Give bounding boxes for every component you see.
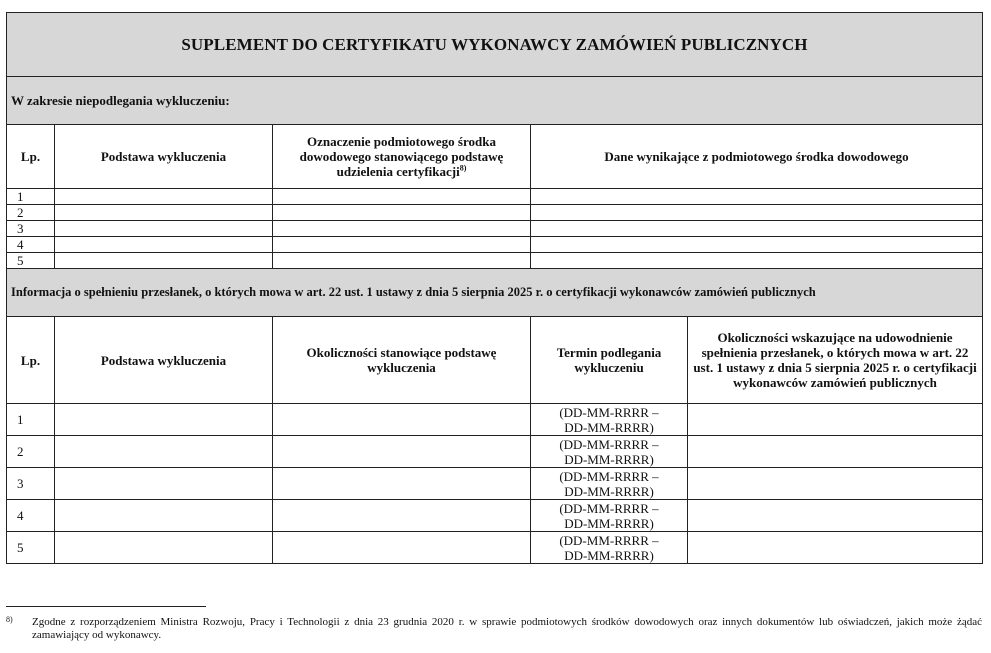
s2-header-lp: Lp. (7, 317, 55, 404)
s1-row-lp: 1 (7, 189, 55, 205)
s1-row-lp: 4 (7, 237, 55, 253)
term-end-placeholder: DD-MM-RRRR) (564, 515, 654, 531)
term-end-placeholder: DD-MM-RRRR) (564, 419, 654, 435)
section-1-heading: W zakresie niepodlegania wykluczeniu: (7, 77, 983, 125)
s2-row-lp: 2 (7, 436, 55, 468)
term-start-placeholder: (DD-MM-RRRR – (559, 532, 659, 548)
term-start-placeholder: (DD-MM-RRRR – (559, 404, 659, 420)
term-start-placeholder: (DD-MM-RRRR – (559, 500, 659, 516)
term-end-placeholder: DD-MM-RRRR) (564, 451, 654, 467)
s2-cell-podstawa[interactable] (55, 500, 273, 532)
s1-header-dane: Dane wynikające z podmiotowego środka dowodowego (531, 125, 983, 189)
term-end-placeholder: DD-MM-RRRR) (564, 547, 654, 563)
table-row (7, 189, 983, 205)
s2-cell-okolicznosci[interactable] (273, 500, 531, 532)
s2-cell-wskazujace[interactable] (688, 468, 983, 500)
s1-row-lp: 5 (7, 253, 55, 269)
term-start-placeholder: (DD-MM-RRRR – (559, 468, 659, 484)
s2-cell-termin[interactable] (531, 404, 688, 436)
s1-header-lp: Lp. (7, 125, 55, 189)
s2-cell-wskazujace[interactable] (688, 436, 983, 468)
s1-cell-podstawa[interactable] (55, 189, 273, 205)
s2-cell-okolicznosci[interactable] (273, 532, 531, 564)
s2-cell-podstawa[interactable] (55, 436, 273, 468)
term-start-placeholder: (DD-MM-RRRR – (559, 436, 659, 452)
s2-cell-termin[interactable] (531, 468, 688, 500)
term-end-placeholder: DD-MM-RRRR) (564, 483, 654, 499)
page-title: SUPLEMENT DO CERTYFIKATU WYKONAWCY ZAMÓWIEŃ PUBLICZNYCH (7, 13, 983, 77)
footnote-mark: 8) (6, 615, 13, 624)
s2-cell-podstawa[interactable] (55, 532, 273, 564)
section-2-heading: Informacja o spełnieniu przesłanek, o których mowa w art. 22 ust. 1 ustawy z dnia 5 sierpnia 2025 r. o certyfikacji wykonawców zamówień publicznych (7, 269, 983, 317)
s1-cell-podstawa[interactable] (55, 205, 273, 221)
s1-cell-oznaczenie[interactable] (273, 221, 531, 237)
s1-cell-oznaczenie[interactable] (273, 237, 531, 253)
s2-cell-okolicznosci[interactable] (273, 404, 531, 436)
s1-cell-podstawa[interactable] (55, 237, 273, 253)
s2-row-lp: 4 (7, 500, 55, 532)
s1-cell-oznaczenie[interactable] (273, 205, 531, 221)
certificate-supplement-form (6, 12, 983, 564)
s1-cell-dane[interactable] (531, 221, 983, 237)
s2-cell-okolicznosci[interactable] (273, 436, 531, 468)
s1-cell-dane[interactable] (531, 237, 983, 253)
s2-cell-termin[interactable] (531, 436, 688, 468)
s1-cell-dane[interactable] (531, 253, 983, 269)
s2-header-okolicznosci: Okoliczności stanowiące podstawę wykluczenia (273, 317, 531, 404)
s2-header-termin: Termin podlegania wykluczeniu (531, 317, 688, 404)
footnote-text: Zgodne z rozporządzeniem Ministra Rozwoju, Pracy i Technologii z dnia 23 grudnia 2020 r. w sprawie podmiotowych środków dowodowych oraz innych dokumentów lub oświadczeń, jakich może żądać zamawiający od wykonawcy. (32, 616, 982, 641)
table-row (7, 532, 983, 564)
s2-cell-podstawa[interactable] (55, 468, 273, 500)
s2-header-podstawa: Podstawa wykluczenia (55, 317, 273, 404)
s2-header-wskazujace: Okoliczności wskazujące na udowodnienie spełnienia przesłanek, o których mowa w art. 22 ust. 1 ustawy z dnia 5 sierpnia 2025 r. o certyfikacji wykonawców zamówień publicznych (688, 317, 983, 404)
table-row (7, 468, 983, 500)
table-row (7, 237, 983, 253)
table-row (7, 436, 983, 468)
table-row (7, 253, 983, 269)
s2-cell-okolicznosci[interactable] (273, 468, 531, 500)
s2-cell-termin[interactable] (531, 532, 688, 564)
table-row (7, 221, 983, 237)
s2-cell-termin[interactable] (531, 500, 688, 532)
s2-cell-wskazujace[interactable] (688, 500, 983, 532)
s1-header-oznaczenie (273, 125, 531, 189)
table-row (7, 404, 983, 436)
s2-cell-wskazujace[interactable] (688, 532, 983, 564)
s1-header-oznaczenie-text: Oznaczenie podmiotowego środka dowodowego stanowiącego podstawę udzielenia certyfikacji (299, 134, 504, 179)
s1-row-lp: 2 (7, 205, 55, 221)
s1-cell-oznaczenie[interactable] (273, 253, 531, 269)
footnote-ref: 8) (459, 163, 467, 173)
s1-cell-dane[interactable] (531, 205, 983, 221)
s1-cell-dane[interactable] (531, 189, 983, 205)
s1-row-lp: 3 (7, 221, 55, 237)
table-row (7, 205, 983, 221)
s2-row-lp: 3 (7, 468, 55, 500)
s1-cell-podstawa[interactable] (55, 253, 273, 269)
s1-cell-oznaczenie[interactable] (273, 189, 531, 205)
s2-cell-wskazujace[interactable] (688, 404, 983, 436)
s1-header-podstawa: Podstawa wykluczenia (55, 125, 273, 189)
s2-row-lp: 5 (7, 532, 55, 564)
footnote (6, 616, 982, 642)
s2-row-lp: 1 (7, 404, 55, 436)
footnote-divider (6, 606, 206, 607)
table-row (7, 500, 983, 532)
s2-cell-podstawa[interactable] (55, 404, 273, 436)
s1-cell-podstawa[interactable] (55, 221, 273, 237)
